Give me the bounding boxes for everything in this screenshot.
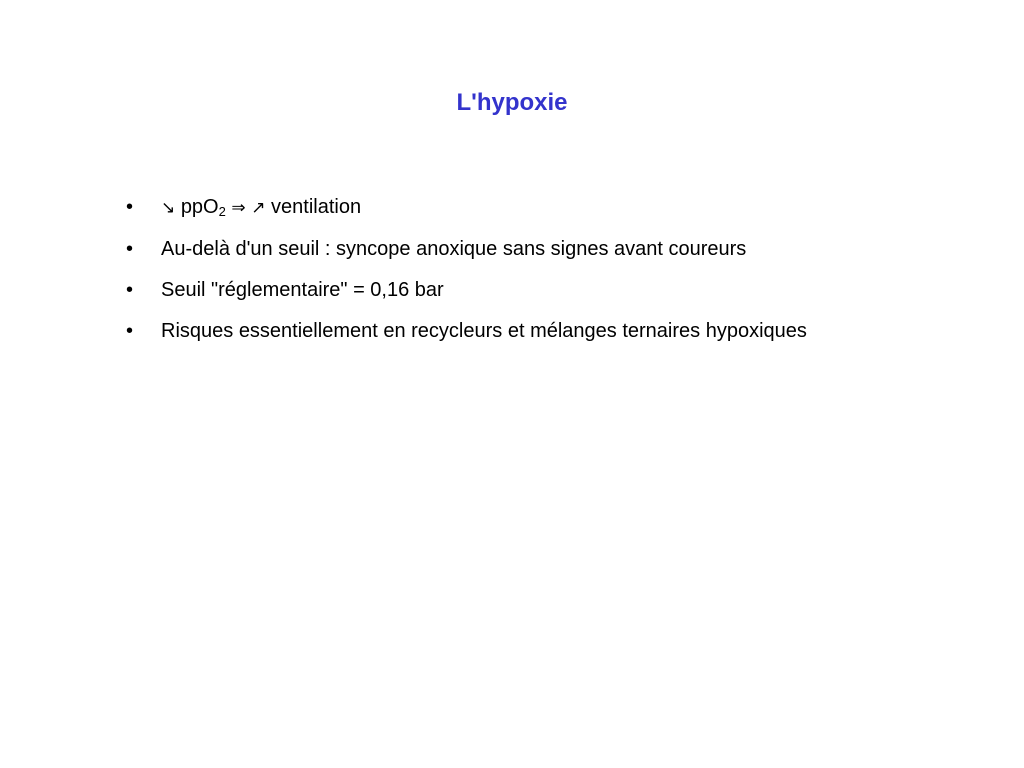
bullet-item-seuil-reglementaire bbox=[126, 277, 826, 304]
slide-title: L'hypoxie bbox=[456, 89, 568, 116]
bullet-item-ppo2 bbox=[126, 194, 826, 222]
bullet-marker: • bbox=[126, 238, 134, 260]
bullet-marker: • bbox=[126, 279, 134, 301]
bullet-marker: • bbox=[126, 320, 134, 342]
bullet-item-risques bbox=[126, 318, 826, 345]
bullet-text: Risques essentiellement en recycleurs et mélanges ternaires hypoxiques bbox=[161, 320, 807, 342]
bullet-text: Au-delà d'un seuil : syncope anoxique sans signes avant coureurs bbox=[161, 238, 747, 260]
arrow-down-right-icon: ↘ bbox=[161, 198, 176, 218]
bullet-text: Seuil "réglementaire" = 0,16 bar bbox=[161, 279, 444, 301]
implies-arrow-icon: ⇒ bbox=[231, 198, 246, 218]
ppo2-subscript: 2 bbox=[218, 204, 226, 219]
bullet-item-seuil bbox=[126, 236, 826, 263]
ventilation-label: ventilation bbox=[271, 196, 362, 218]
arrow-up-right-icon: ↗ bbox=[251, 198, 266, 218]
bullet-marker: • bbox=[126, 196, 134, 218]
bullet-list bbox=[126, 194, 826, 359]
ppo2-label: ppO$_2$ bbox=[180, 196, 226, 219]
